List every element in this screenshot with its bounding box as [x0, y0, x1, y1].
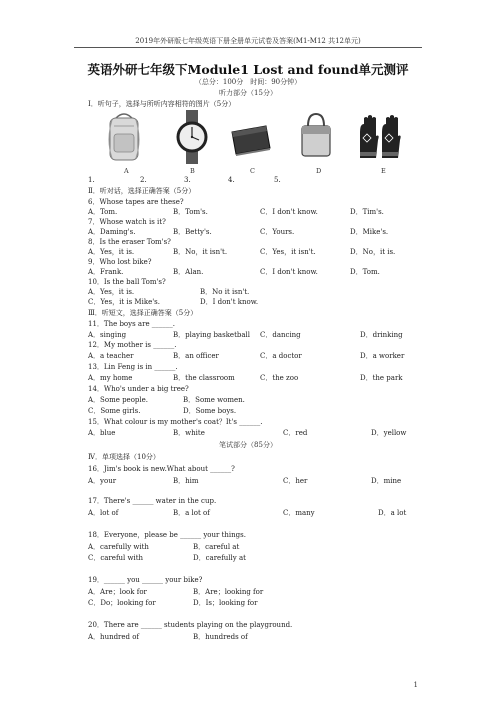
- part3-heading: Ⅲ．听短文，选择正确答案（5分）: [88, 309, 198, 317]
- option-b[interactable]: B．No，it isn't.: [173, 248, 228, 256]
- question-options: [88, 247, 418, 257]
- question-text: 13．Lin Feng is in ______.: [88, 363, 178, 371]
- option-a[interactable]: A．Are；look for: [88, 588, 147, 596]
- option-b[interactable]: B．a lot of: [173, 509, 210, 517]
- question-options: [88, 267, 418, 277]
- answer-blank: 4.: [228, 176, 235, 184]
- question-text: 18．Everyone，please be ______ your things.: [88, 531, 246, 539]
- backpack-picture: [100, 110, 148, 164]
- option-b[interactable]: B．Alan.: [173, 268, 204, 276]
- question-text: 11．The boys are ______.: [88, 320, 176, 328]
- picture-label-c: C: [250, 167, 255, 175]
- option-d[interactable]: D．drinking: [360, 331, 403, 339]
- option-a[interactable]: A．my home: [88, 374, 133, 382]
- question-text: 19．______ you ______ your bike?: [88, 576, 203, 584]
- written-section-title: 笔试部分（85分）: [219, 441, 277, 449]
- option-d[interactable]: D．Tim's.: [350, 208, 384, 216]
- option-a[interactable]: A．carefully with: [88, 543, 149, 551]
- exam-title: 英语外研七年级下Module1 Lost and found单元测评: [87, 62, 409, 77]
- option-c[interactable]: C．Yes，it isn't.: [260, 248, 316, 256]
- bag-picture: [292, 110, 340, 164]
- option-c[interactable]: C．Some girls.: [88, 407, 141, 415]
- option-c[interactable]: C．I don't know.: [260, 268, 318, 276]
- question-options: [88, 330, 418, 340]
- question-text: 17．There's ______ water in the cup.: [88, 497, 217, 505]
- question-options: [88, 287, 418, 297]
- part1-answer-blanks: [88, 176, 418, 186]
- question-options: [88, 508, 418, 518]
- question-text: 7．Whose watch is it?: [88, 218, 166, 226]
- question-text: 20．There are ______ students playing on the playground.: [88, 621, 293, 629]
- question-options: [88, 406, 418, 416]
- option-b[interactable]: B．an officer: [173, 352, 219, 360]
- option-a[interactable]: A．Frank.: [88, 268, 124, 276]
- question-text: 15．What colour is my mother's coat？It's ______.: [88, 418, 263, 426]
- question-options: [88, 542, 418, 552]
- answer-blank: 3.: [184, 176, 191, 184]
- question-options: [88, 297, 418, 307]
- question-options: [88, 373, 418, 383]
- option-d[interactable]: D．yellow: [371, 429, 407, 437]
- header-divider: [74, 47, 422, 48]
- wallet-picture: [226, 110, 274, 164]
- question-text: 16．Jim's book is new.What about ______?: [88, 465, 235, 473]
- question-options: [88, 632, 418, 642]
- page-number: 1: [413, 681, 418, 689]
- question-options: [88, 227, 418, 237]
- question-options: [88, 351, 418, 361]
- answer-blank: 1.: [88, 176, 95, 184]
- option-b[interactable]: B．No it isn't.: [200, 288, 250, 296]
- option-d[interactable]: D．the park: [360, 374, 403, 382]
- part4-heading: Ⅳ．单项选择（10分）: [88, 453, 160, 461]
- question-options: [88, 553, 418, 563]
- question-text: 10．Is the ball Tom's?: [88, 278, 166, 286]
- option-b[interactable]: B．Some women.: [183, 396, 245, 404]
- question-text: 14．Who's under a big tree?: [88, 385, 189, 393]
- option-d[interactable]: D．a worker: [360, 352, 405, 360]
- option-a[interactable]: A．Tom.: [88, 208, 118, 216]
- option-c[interactable]: C．dancing: [260, 331, 301, 339]
- option-c[interactable]: C．a doctor: [260, 352, 302, 360]
- option-a[interactable]: A．blue: [88, 429, 116, 437]
- answer-blank: 5.: [274, 176, 281, 184]
- option-b[interactable]: B．him: [173, 477, 199, 485]
- option-d[interactable]: D．Mike's.: [350, 228, 389, 236]
- option-a[interactable]: A．Daming's.: [88, 228, 136, 236]
- question-options: [88, 428, 418, 438]
- option-d[interactable]: D．a lot: [378, 509, 407, 517]
- option-b[interactable]: B．hundreds of: [193, 633, 248, 641]
- option-b[interactable]: B．playing basketball: [173, 331, 251, 339]
- option-b[interactable]: B．Are；looking for: [193, 588, 264, 596]
- option-c[interactable]: C．Yes，it is Mike's.: [88, 298, 160, 306]
- question-text: 12．My mother is ______.: [88, 341, 177, 349]
- option-a[interactable]: A．lot of: [88, 509, 119, 517]
- question-options: [88, 598, 418, 608]
- question-options: [88, 395, 418, 405]
- picture-label-b: B: [190, 167, 195, 175]
- answer-blank: 2.: [140, 176, 147, 184]
- option-b[interactable]: B．the classroom: [173, 374, 235, 382]
- option-c[interactable]: C．the zoo: [260, 374, 299, 382]
- option-a[interactable]: A．your: [88, 477, 117, 485]
- option-a[interactable]: A．Some people.: [88, 396, 148, 404]
- question-text: 6．Whose tapes are these?: [88, 198, 184, 206]
- option-d[interactable]: D．Some boys.: [183, 407, 237, 415]
- option-d[interactable]: D．Is；looking for: [193, 599, 258, 607]
- option-c[interactable]: C．red: [283, 429, 308, 437]
- listening-section-title: 听力部分（15分）: [219, 89, 277, 97]
- option-a[interactable]: A．Yes，it is.: [88, 248, 135, 256]
- question-options: [88, 476, 418, 486]
- option-b[interactable]: B．white: [173, 429, 205, 437]
- option-c[interactable]: C．her: [283, 477, 308, 485]
- score-time-line: （总分：100分 时间：90分钟）: [194, 78, 302, 86]
- watch-picture: [168, 110, 216, 164]
- option-c[interactable]: C．Yours.: [260, 228, 295, 236]
- question-options: [88, 587, 418, 597]
- option-d[interactable]: D．No，it is.: [350, 248, 396, 256]
- option-a[interactable]: A．a teacher: [88, 352, 134, 360]
- option-c[interactable]: C．I don't know.: [260, 208, 318, 216]
- option-d[interactable]: D．mine: [371, 477, 402, 485]
- option-a[interactable]: A．singing: [88, 331, 127, 339]
- option-b[interactable]: B．Tom's.: [173, 208, 208, 216]
- option-b[interactable]: B．careful at: [193, 543, 240, 551]
- part2-heading: Ⅱ．听对话，选择正确答案（5分）: [88, 187, 196, 195]
- option-c[interactable]: C．Do；looking for: [88, 599, 156, 607]
- picture-label-d: D: [316, 167, 322, 175]
- page-header: 2019年外研版七年级英语下册全册单元试卷及答案(M1-M12 共12单元): [135, 37, 361, 45]
- gloves-picture: [356, 110, 404, 164]
- option-c[interactable]: C．careful with: [88, 554, 144, 562]
- part1-heading: Ⅰ．听句子，选择与所听内容相符的图片（5分）: [88, 100, 236, 108]
- option-a[interactable]: A．hundred of: [88, 633, 140, 641]
- option-c[interactable]: C．many: [283, 509, 315, 517]
- option-d[interactable]: D．Tom.: [350, 268, 380, 276]
- picture-label-a: A: [124, 167, 129, 175]
- option-a[interactable]: A．Yes，it is.: [88, 288, 135, 296]
- question-text: 9．Who lost bike?: [88, 258, 152, 266]
- option-d[interactable]: D．carefully at: [193, 554, 246, 562]
- option-b[interactable]: B．Betty's.: [173, 228, 212, 236]
- question-options: [88, 207, 418, 217]
- picture-label-e: E: [381, 167, 386, 175]
- question-text: 8．Is the eraser Tom's?: [88, 238, 171, 246]
- option-d[interactable]: D．I don't know.: [200, 298, 259, 306]
